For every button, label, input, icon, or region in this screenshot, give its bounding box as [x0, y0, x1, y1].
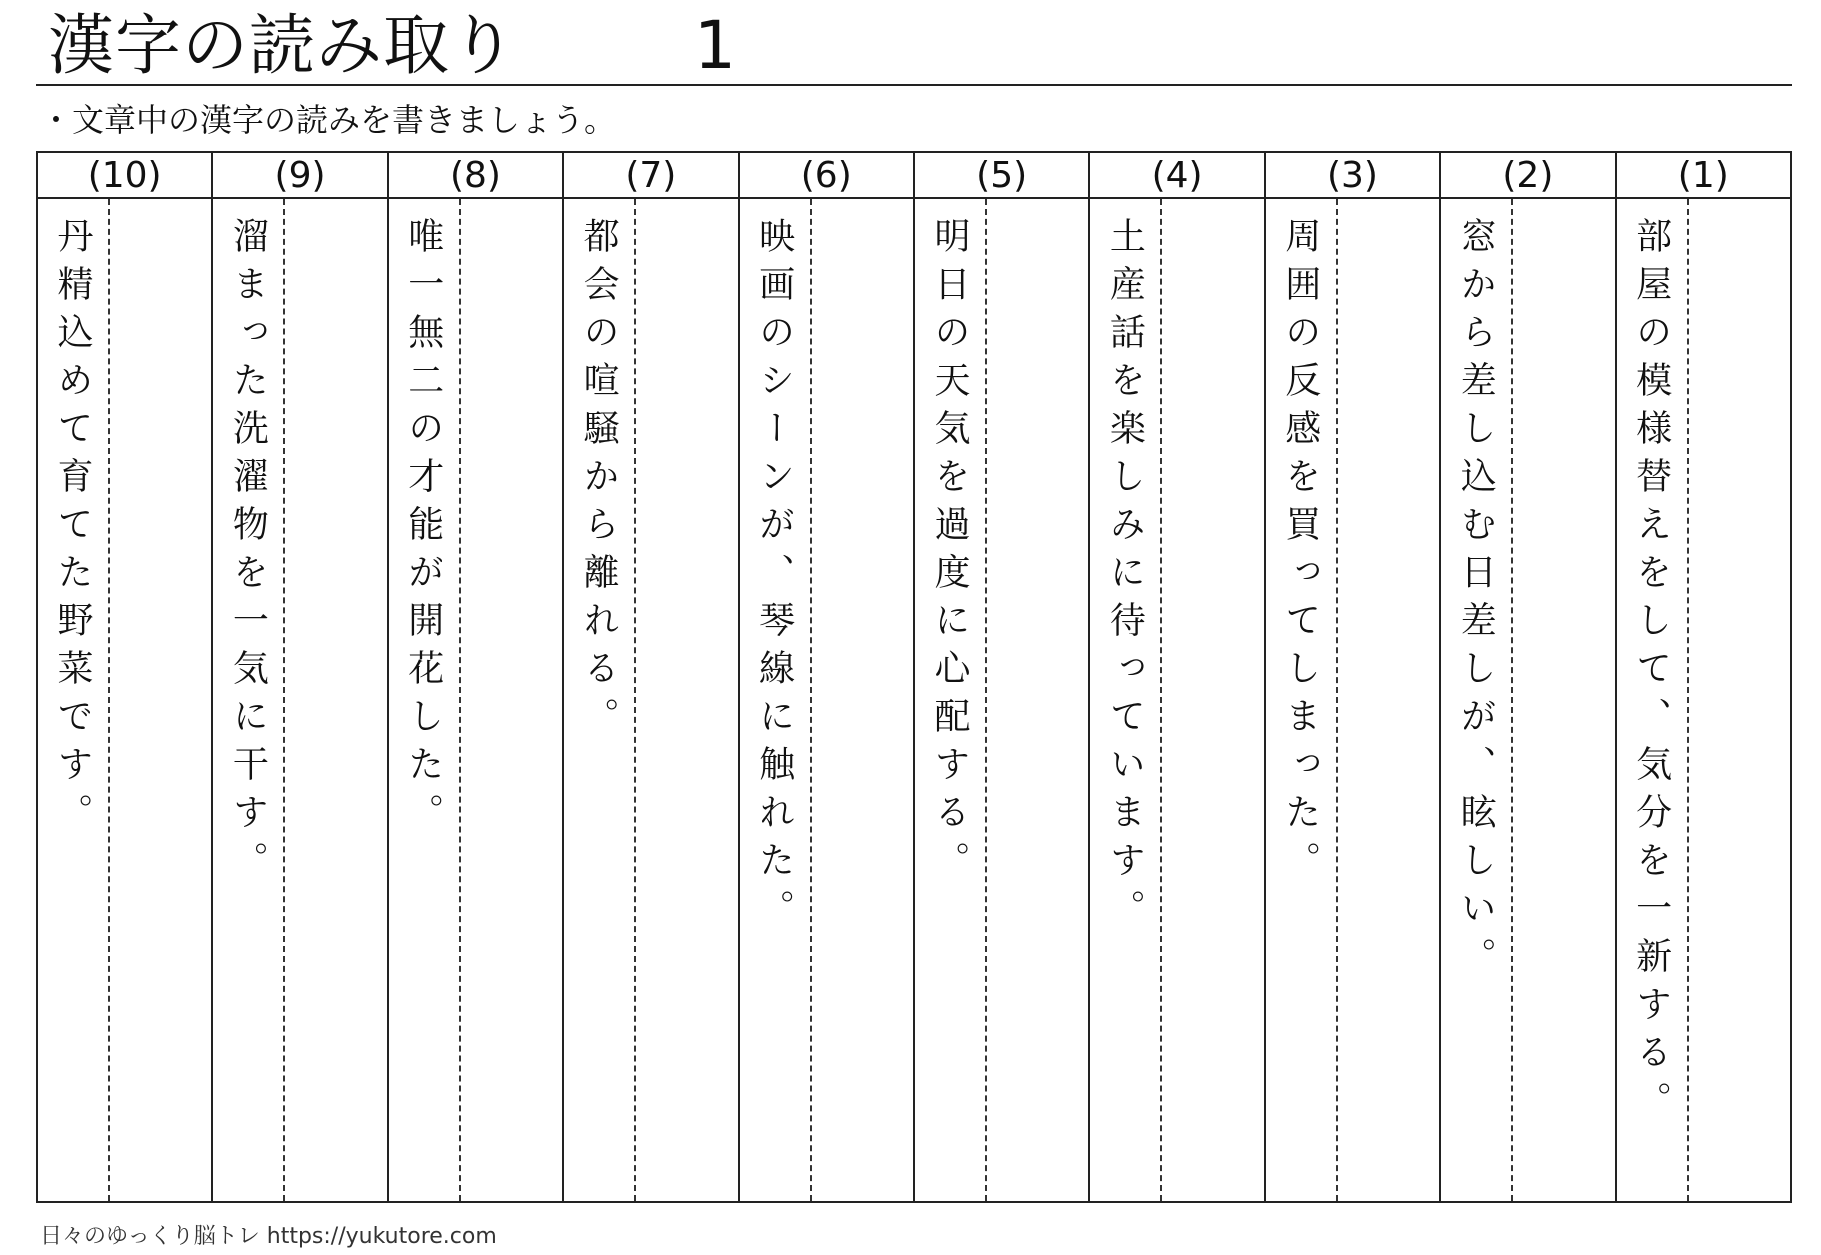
- question-column-7: [562, 153, 737, 1201]
- answer-area[interactable]: [38, 199, 211, 1201]
- answer-area[interactable]: [1090, 199, 1263, 1201]
- answer-area[interactable]: [389, 199, 562, 1201]
- answer-area[interactable]: [1441, 199, 1614, 1201]
- question-number: (1): [1617, 153, 1790, 199]
- question-number: (3): [1266, 153, 1439, 199]
- question-number: (6): [740, 153, 913, 199]
- sentence-text: 窓から差し込む日差しが、眩しい。: [1455, 217, 1497, 985]
- sentence-cell: [38, 199, 110, 1201]
- question-number: (2): [1441, 153, 1614, 199]
- sentence-text: 周囲の反感を買ってしまった。: [1279, 217, 1321, 889]
- question-column-8: [387, 153, 562, 1201]
- answer-area[interactable]: [564, 199, 737, 1201]
- sentence-cell: [1441, 199, 1513, 1201]
- question-number: (5): [915, 153, 1088, 199]
- question-column-5: [913, 153, 1088, 1201]
- sentence-cell: [1090, 199, 1162, 1201]
- question-number: (7): [564, 153, 737, 199]
- sentence-text: 唯一無二の才能が開花した。: [402, 217, 444, 841]
- sentence-cell: [1617, 199, 1689, 1201]
- sentence-cell: [1266, 199, 1338, 1201]
- question-grid: [36, 151, 1792, 1203]
- title-divider: [36, 84, 1792, 86]
- question-column-10: [38, 153, 211, 1201]
- sentence-text: 映画のシーンが、琴線に触れた。: [753, 217, 795, 937]
- instruction-text: ・文章中の漢字の読みを書きましょう。: [40, 101, 617, 139]
- answer-area[interactable]: [213, 199, 386, 1201]
- sentence-cell: [740, 199, 812, 1201]
- worksheet-number: 1: [694, 7, 736, 84]
- question-column-3: [1264, 153, 1439, 1201]
- question-number: (8): [389, 153, 562, 199]
- sentence-cell: [915, 199, 987, 1201]
- answer-area[interactable]: [915, 199, 1088, 1201]
- sentence-cell: [213, 199, 285, 1201]
- question-number: (4): [1090, 153, 1263, 199]
- answer-area[interactable]: [740, 199, 913, 1201]
- question-column-1: [1615, 153, 1790, 1201]
- question-column-2: [1439, 153, 1614, 1201]
- sentence-text: 丹精込めて育てた野菜です。: [51, 217, 93, 841]
- question-number: (10): [38, 153, 211, 199]
- question-number: (9): [213, 153, 386, 199]
- sentence-text: 都会の喧騒から離れる。: [578, 217, 620, 745]
- answer-area[interactable]: [1266, 199, 1439, 1201]
- question-column-4: [1088, 153, 1263, 1201]
- sentence-text: 溜まった洗濯物を一気に干す。: [227, 217, 269, 889]
- answer-area[interactable]: [1617, 199, 1790, 1201]
- page-title: 漢字の読み取り: [48, 7, 517, 84]
- sentence-cell: [389, 199, 461, 1201]
- sentence-text: 部屋の模様替えをして、気分を一新する。: [1630, 217, 1672, 1129]
- sentence-text: 土産話を楽しみに待っています。: [1104, 217, 1146, 937]
- site-credit: 日々のゆっくり脳トレ https://yukutore.com: [40, 1224, 497, 1249]
- question-column-9: [211, 153, 386, 1201]
- question-column-6: [738, 153, 913, 1201]
- sentence-cell: [564, 199, 636, 1201]
- sentence-text: 明日の天気を過度に心配する。: [928, 217, 970, 889]
